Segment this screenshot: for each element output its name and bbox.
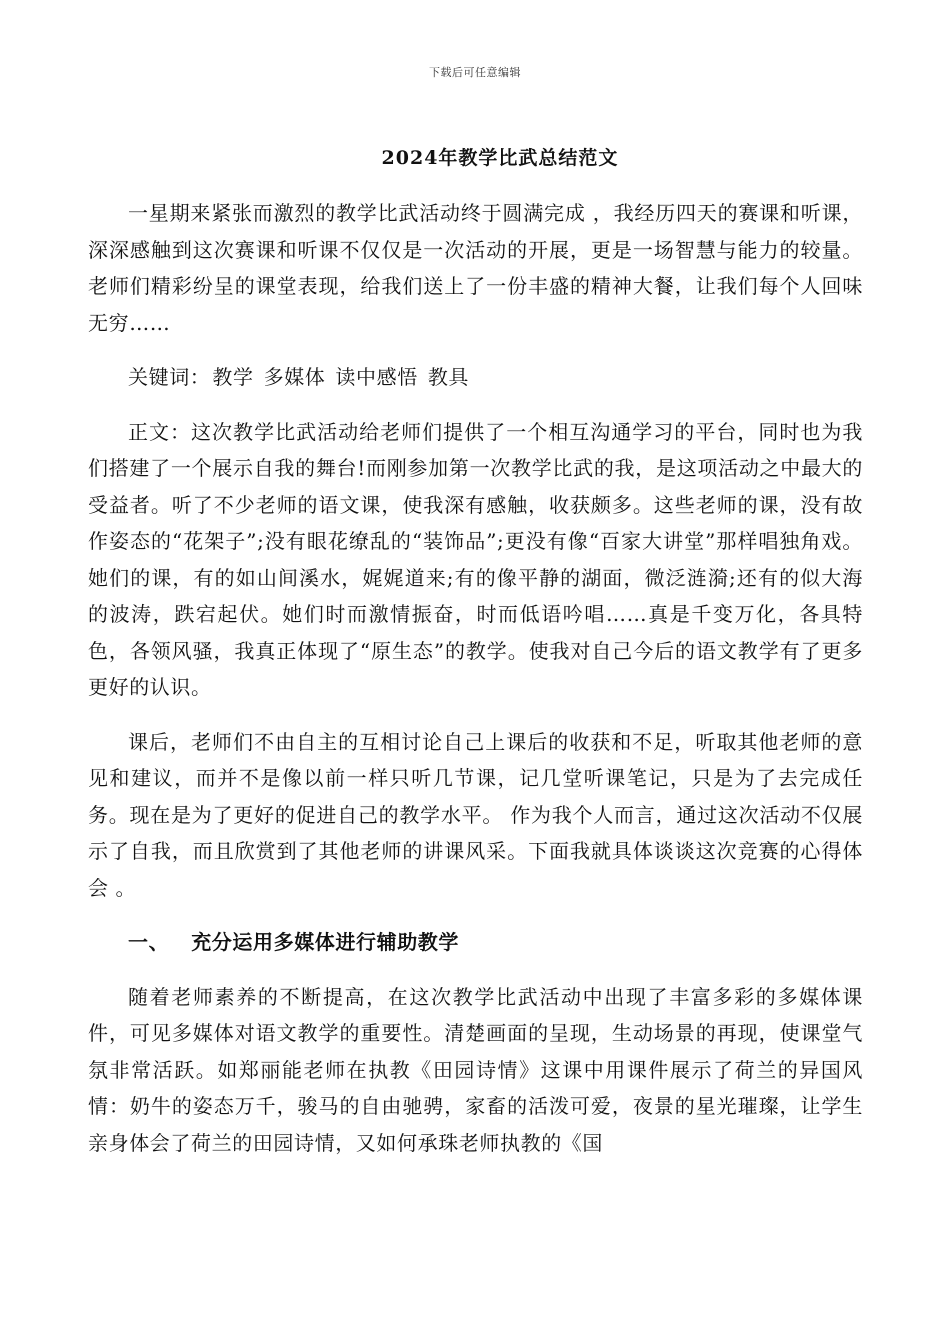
keyword-item: 教具 [427,365,470,389]
section-number: 一、 [128,930,170,954]
header-note: 下载后可任意编辑 [429,66,521,79]
section-title: 充分运用多媒体进行辅助教学 [191,930,460,954]
keyword-item: 读中感悟 [335,365,418,389]
section-heading [88,924,863,961]
document-title: 2024年教学比武总结范文 [381,147,619,169]
keyword-item: 多媒体 [263,365,326,389]
intro-paragraph: 一星期来紧张而激烈的教学比武活动终于圆满完成 ，我经历四天的赛课和听课，深深感触到这次赛课和听课不仅仅是一次活动的开展，更是一场智慧与能力的较量。老师们精彩纷呈的课堂表现，给我们送上了一份丰盛的精神大餐，让我们每个人回味无穷…… [88,201,863,335]
body-paragraph: 课后，老师们不由自主的互相讨论自己上课后的收获和不足，听取其他老师的意见和建议，而并不是像以前一样只听几节课，记几堂听课笔记，只是为了去完成任务。现在是为了更好的促进自己的教学水平。 作为我个人而言，通过这次活动不仅展示了自我，而且欣赏到了其他老师的讲课风采。下面我就具体谈谈这次竞赛的心得体会 。 [88,729,863,900]
body-paragraph: 随着老师素养的不断提高，在这次教学比武活动中出现了丰富多彩的多媒体课件，可见多媒体对语文教学的重要性。清楚画面的呈现，生动场景的再现，使课堂气氛非常活跃。如郑丽能老师在执教《田园诗情》这课中用课件展示了荷兰的异国风情：奶牛的姿态万千，骏马的自由驰骋，家畜的活泼可爱，夜景的星光璀璨，让学生亲身体会了荷兰的田园诗情，又如何承珠老师执教的《国 [88,984,863,1155]
keywords-line [88,359,863,396]
keyword-item: 教学 [212,365,254,389]
document-body [88,195,863,1179]
body-paragraph: 正文：这次教学比武活动给老师们提供了一个相互沟通学习的平台，同时也为我们搭建了一个展示自我的舞台!而刚参加第一次教学比武的我，是这项活动之中最大的受益者。听了不少老师的语文课，使我深有感触，收获颇多。这些老师的课，没有故作姿态的“花架子”;没有眼花缭乱的“装饰品”;更没有像“百家大讲堂”那样唱独角戏。她们的课，有的如山间溪水，娓娓道来;有的像平静的湖面，微泛涟漪;还有的似大海的波涛，跌宕起伏。她们时而激情振奋，时而低语吟唱……真是千变万化，各具特色，各领风骚，我真正体现了“原生态”的教学。使我对自己今后的语文教学有了更多更好的认识。 [88,419,863,699]
keywords-label: 关键词： [128,365,211,389]
